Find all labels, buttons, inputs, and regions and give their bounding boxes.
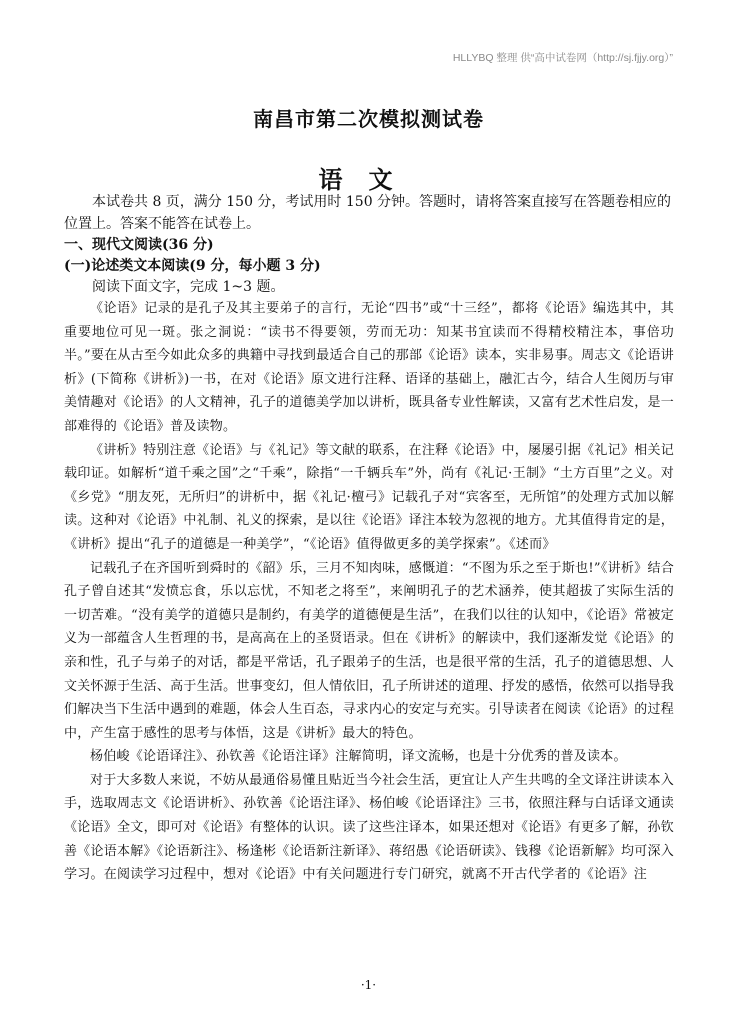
passage-paragraph: 《论语》记录的是孔子及其主要弟子的言行，无论“四书”或“十三经”，都将《论语》编选其中，其重要地位可见一斑。张之洞说：“读书不得要领，劳而无功：知某书宜读而不得精校精注本，事倍功半。”要在从古至今如此众多的典籍中寻找到最适合自己的那部《论语》读本，实非易事。周志文《论语讲析》(下简称《讲析》)一书，在对《论语》原文进行注释、语译的基础上，融汇古今，结合人生阅历与审美情趣对《论语》的人文精神，孔子的道德美学加以讲析，既具备专业性解读，又富有艺术性启发，是一部难得的《论语》普及读物。 xyxy=(64,301,674,434)
exam-instructions: 本试卷共 8 页，满分 150 分，考试用时 150 分钟。答题时，请将答案直接写在答题卷相应的位置上。答案不能答在试卷上。 xyxy=(64,194,672,232)
page-number: ·1· xyxy=(360,978,377,992)
subject-title: 语文 xyxy=(318,165,419,194)
section-heading: 一、现代文阅读(36 分) xyxy=(64,237,214,253)
passage-paragraph: 《讲析》特别注意《论语》与《礼记》等文献的联系，在注释《论语》中，屡屡引据《礼记》相关记载印证。如解析“道千乘之国”之“千乘”，除指“一千辆兵车”外，尚有《礼记·王制》“土方百里”之义。对《乡党》“朋友死，无所归”的讲析中，据《礼记·檀弓》记载孔子对“宾客至，无所馆”的处理方式加以解读。这种对《论语》中礼制、礼义的探索，是以往《论语》译注本较为忽视的地方。尤其值得肯定的是，《讲析》提出“孔子的道德是一种美学”，“《论语》值得做更多的美学探索”。《述而》 xyxy=(64,442,674,552)
passage-paragraph: 记载孔子在齐国听到舜时的《韶》乐，三月不知肉味，感慨道：“不图为乐之至于斯也!”《讲析》结合孔子曾自述其“发愤忘食，乐以忘忧，不知老之将至”，来阐明孔子的艺术涵养，使其超拔了实际生活的一切苦难。“没有美学的道德只是制约，有美学的道德便是生活”，在我们以往的认知中，《论语》常被定义为一部蕴含人生哲理的书，是高高在上的圣贤语录。但在《讲析》的解读中，我们逐渐发觉《论语》的亲和性，孔子与弟子的对话，都是平常话，孔子跟弟子的生活，也是很平常的生活，孔子的道德思想、人文关怀源于生活、高于生活。世事变幻，但人情依旧，孔子所讲述的道理、抒发的感悟，依然可以指导我们解决当下生活中遇到的难题，体会人生百态，寻求内心的安定与充实。引导读者在阅读《论语》的过程中，产生富于感性的思考与体悟，这是《讲析》最大的特色。 xyxy=(64,560,674,741)
subsection-heading: (一)论述类文本阅读(9 分，每小题 3 分) xyxy=(64,258,321,274)
source-note: HLLYBQ 整理 供“高中试卷网（http://sj.fjjy.org）” xyxy=(452,52,673,64)
passage-paragraph: 杨伯峻《论语译注》、孙钦善《论语注译》注解简明，译文流畅，也是十分优秀的普及读本。 xyxy=(90,749,627,765)
exam-content xyxy=(64,192,674,887)
passage-paragraph: 对于大多数人来说，不妨从最通俗易懂且贴近当今社会生活，更宜让人产生共鸣的全文译注讲读本入手，选取周志文《论语讲析》、孙钦善《论语注译》、杨伯峻《论语译注》三书，依照注释与白话译文通读《论语》全文，即可对《论语》有整体的认识。读了这些注译本，如果还想对《论语》有更多了解，孙钦善《论语本解》《论语新注》、杨逢彬《论语新注新译》、蒋绍愚《论语研读》、钱穆《论语新解》均可深入学习。在阅读学习过程中，想对《论语》中有关问题进行专门研究，就离不开古代学者的《论语》注 xyxy=(64,772,675,883)
exam-title: 南昌市第二次模拟测试卷 xyxy=(253,107,484,131)
reading-instruction: 阅读下面文字，完成 1~3 题。 xyxy=(92,279,285,295)
